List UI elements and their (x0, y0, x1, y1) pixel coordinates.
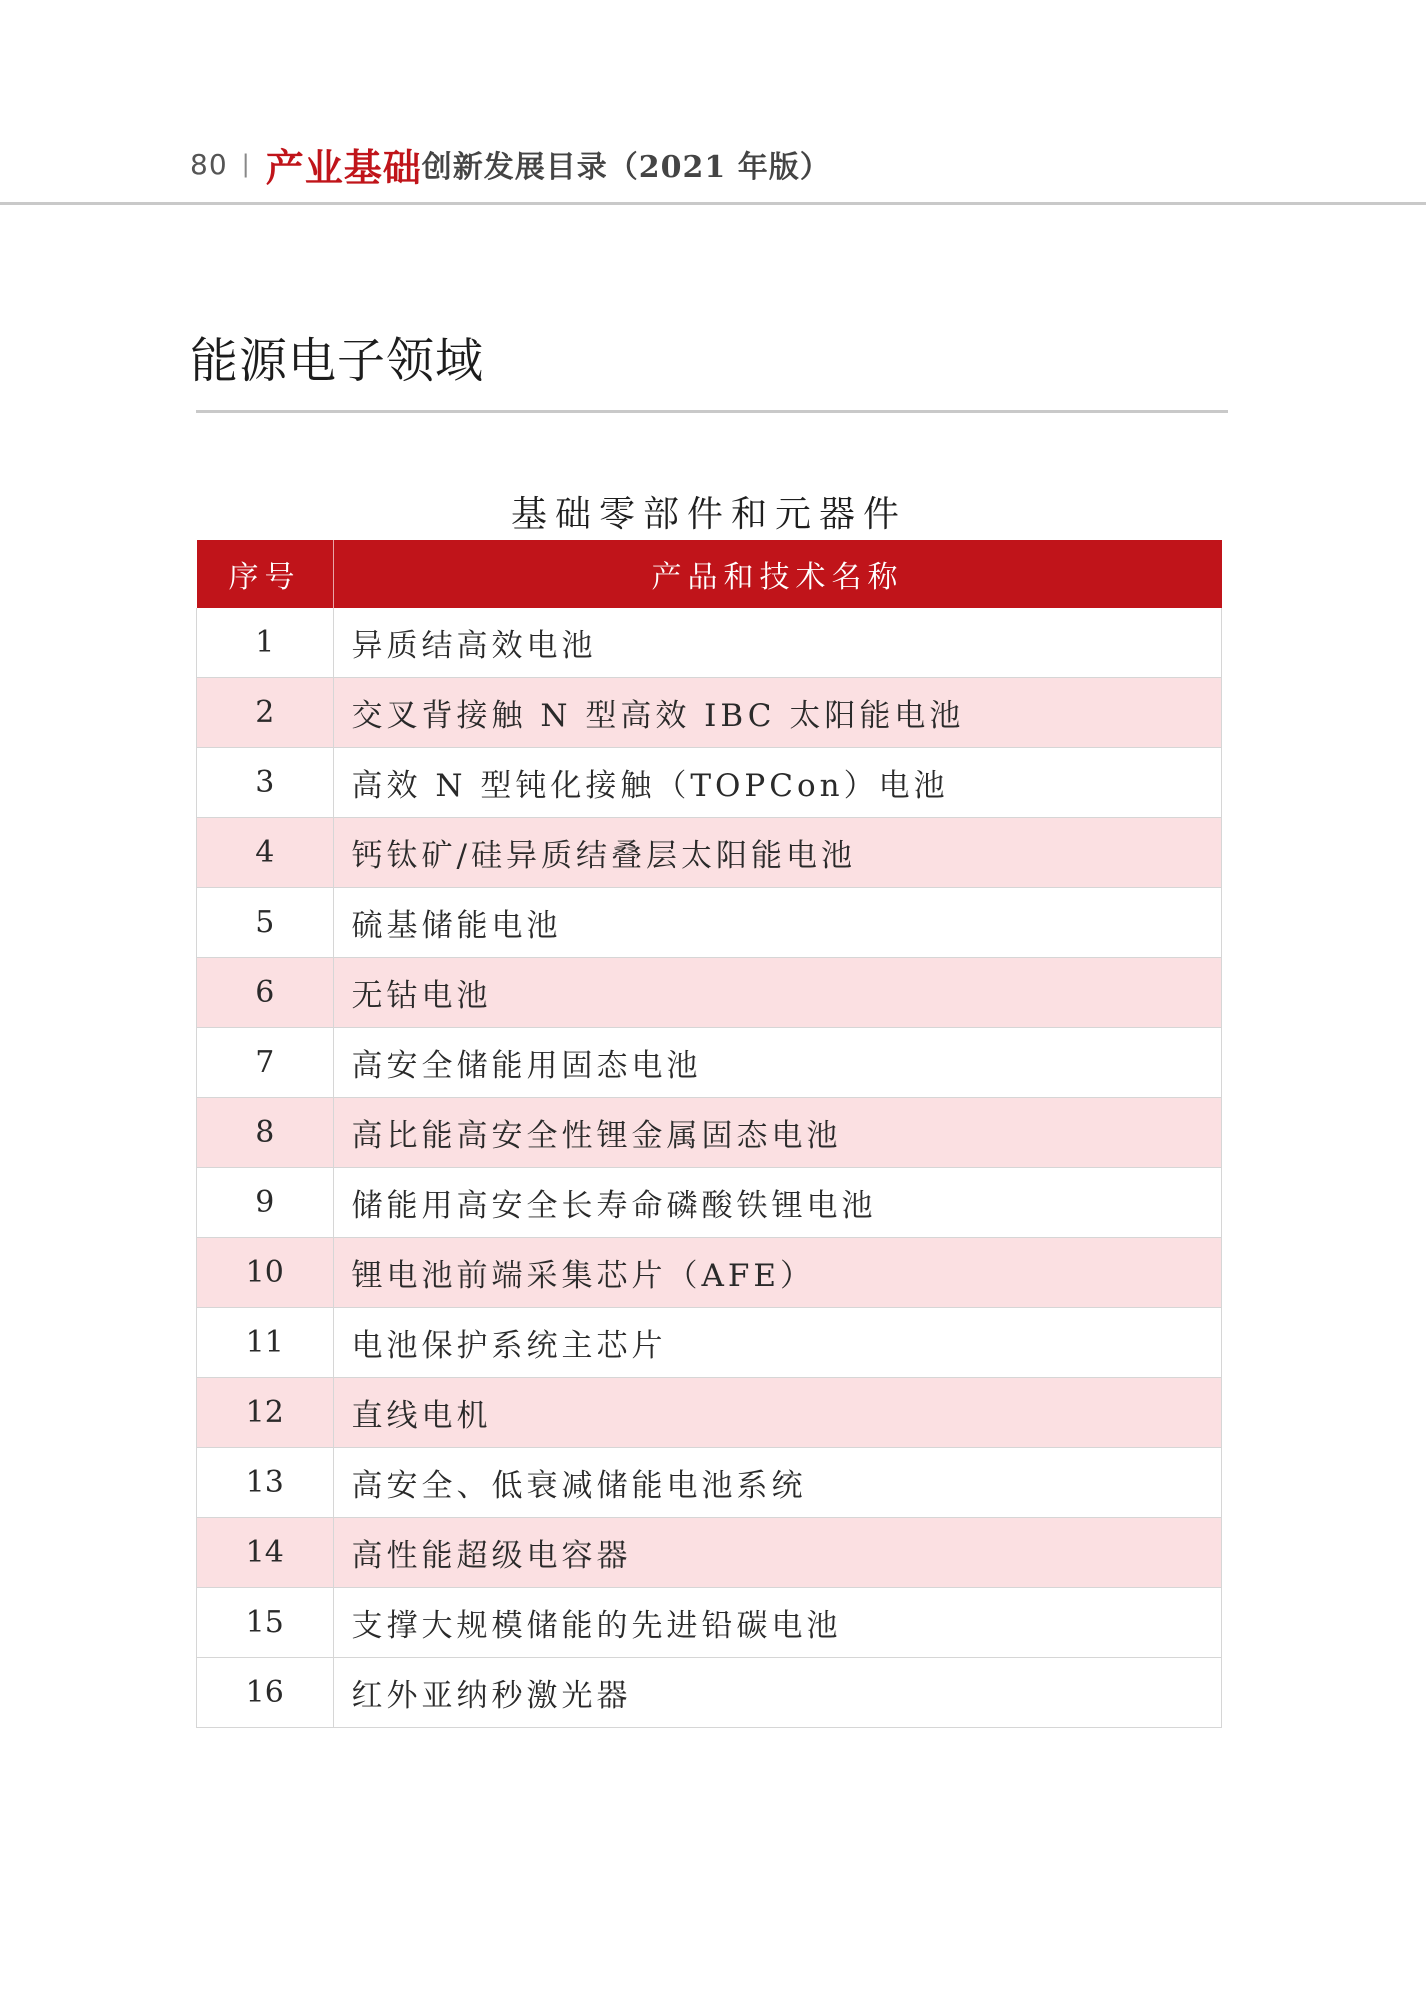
table-row (197, 678, 1222, 748)
table-row (197, 748, 1222, 818)
row-product-name: 无钴电池 (333, 958, 1222, 1028)
table-row (197, 1098, 1222, 1168)
row-index: 5 (197, 888, 334, 958)
table-row (197, 1448, 1222, 1518)
row-index: 11 (197, 1308, 334, 1378)
table-row (197, 888, 1222, 958)
product-catalog-table (196, 540, 1222, 1728)
book-title-rest: 创新发展目录（2021 年版） (421, 150, 831, 185)
column-header-index: 序号 (197, 540, 334, 608)
row-product-name: 锂电池前端采集芯片（AFE） (333, 1238, 1222, 1308)
header-divider (0, 202, 1426, 205)
table-row (197, 1308, 1222, 1378)
row-product-name: 直线电机 (333, 1378, 1222, 1448)
row-index: 10 (197, 1238, 334, 1308)
header-separator: | (241, 150, 250, 178)
row-index: 13 (197, 1448, 334, 1518)
table-header-row (197, 540, 1222, 608)
row-index: 12 (197, 1378, 334, 1448)
table-row (197, 1168, 1222, 1238)
row-product-name: 高安全、低衰减储能电池系统 (333, 1448, 1222, 1518)
table-row (197, 958, 1222, 1028)
row-product-name: 储能用高安全长寿命磷酸铁锂电池 (333, 1168, 1222, 1238)
row-product-name: 交叉背接触 N 型高效 IBC 太阳能电池 (333, 678, 1222, 748)
table-row (197, 608, 1222, 678)
page-number: 80 (190, 147, 228, 181)
row-index: 7 (197, 1028, 334, 1098)
row-index: 15 (197, 1588, 334, 1658)
book-title-highlight: 产业基础 (265, 144, 422, 190)
section-title: 能源电子领域 (190, 333, 485, 389)
table-row (197, 1588, 1222, 1658)
table-row (197, 1238, 1222, 1308)
row-index: 9 (197, 1168, 334, 1238)
row-index: 2 (197, 678, 334, 748)
row-product-name: 高比能高安全性锂金属固态电池 (333, 1098, 1222, 1168)
row-product-name: 支撑大规模储能的先进铅碳电池 (333, 1588, 1222, 1658)
column-header-name: 产品和技术名称 (333, 540, 1222, 608)
row-index: 14 (197, 1518, 334, 1588)
row-product-name: 异质结高效电池 (333, 608, 1222, 678)
row-index: 1 (197, 608, 334, 678)
row-product-name: 高性能超级电容器 (333, 1518, 1222, 1588)
row-product-name: 红外亚纳秒激光器 (333, 1658, 1222, 1728)
table-row (197, 1658, 1222, 1728)
table-caption: 基础零部件和元器件 (510, 494, 907, 535)
running-header (190, 138, 831, 190)
row-product-name: 高安全储能用固态电池 (333, 1028, 1222, 1098)
table-row (197, 1028, 1222, 1098)
row-product-name: 电池保护系统主芯片 (333, 1308, 1222, 1378)
row-product-name: 硫基储能电池 (333, 888, 1222, 958)
section-divider (196, 410, 1228, 413)
table-row (197, 1378, 1222, 1448)
row-index: 16 (197, 1658, 334, 1728)
row-product-name: 高效 N 型钝化接触（TOPCon）电池 (333, 748, 1222, 818)
row-index: 8 (197, 1098, 334, 1168)
row-index: 3 (197, 748, 334, 818)
table-row (197, 1518, 1222, 1588)
row-index: 4 (197, 818, 334, 888)
table-row (197, 818, 1222, 888)
row-product-name: 钙钛矿/硅异质结叠层太阳能电池 (333, 818, 1222, 888)
row-index: 6 (197, 958, 334, 1028)
